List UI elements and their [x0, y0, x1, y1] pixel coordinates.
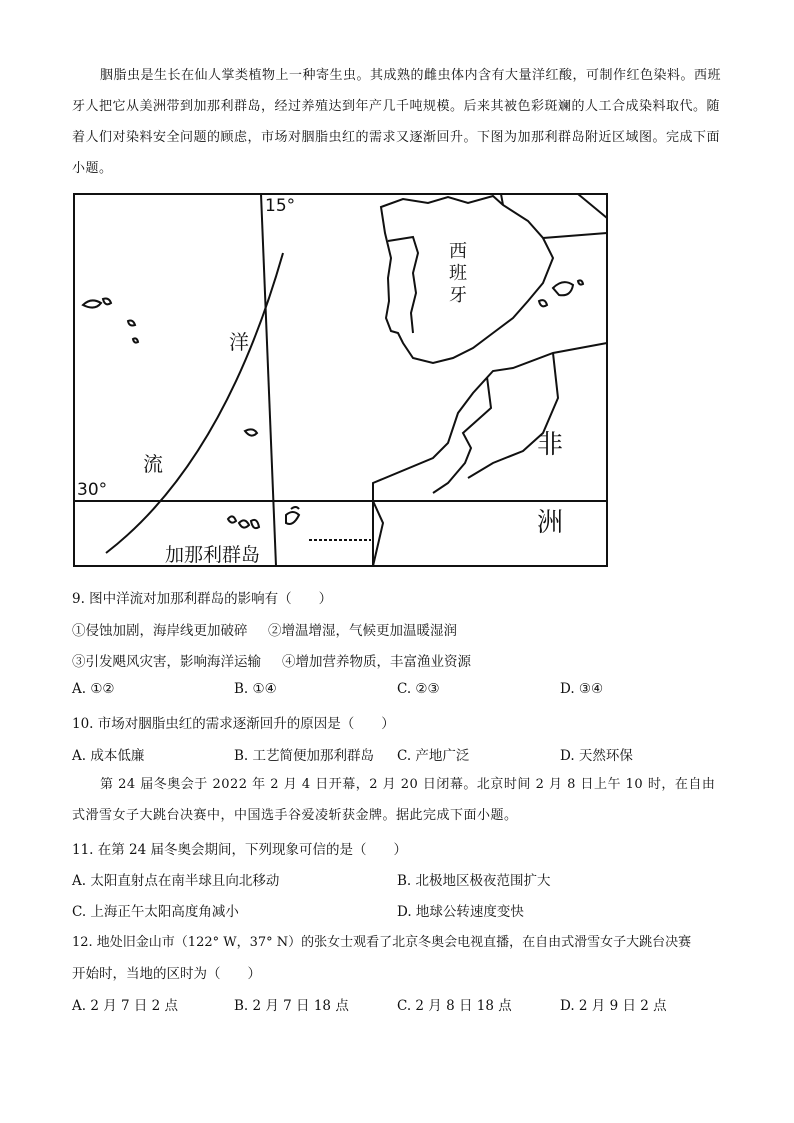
q11-stem: 11. 在第 24 届冬奥会期间，下列现象可信的是（ ） — [72, 842, 408, 858]
balearic-island-2 — [539, 300, 547, 306]
q12-stem-line1: 12. 地处旧金山市（122° W，37° N）的张女士观看了北京冬奥会电视直播，在自由式滑雪女子大跳台决赛 — [72, 935, 692, 950]
q9-option-a[interactable]: A. ①② — [72, 681, 115, 697]
q11-option-b[interactable]: B. 北极地区极夜范围扩大 — [397, 873, 551, 889]
q9-item2: ②增温增湿，气候更加温暖湿润 — [268, 623, 457, 639]
latitude-label: 30° — [77, 480, 108, 500]
canary-island-1 — [228, 516, 236, 522]
q11-option-d[interactable]: D. 地球公转速度变快 — [397, 904, 524, 920]
q9-item3: ③引发飓风灾害，影响海洋运输 — [72, 654, 261, 670]
q12-option-b[interactable]: B. 2 月 7 日 18 点 — [234, 998, 349, 1014]
balearic-island-3 — [578, 280, 583, 284]
canary-islands-label: 加那利群岛 — [165, 544, 261, 566]
q9-stem: 9. 图中洋流对加那利群岛的影响有（ ） — [72, 591, 333, 607]
q10-option-c[interactable]: C. 产地广泛 — [397, 748, 470, 764]
q10-option-b[interactable]: B. 工艺简便加那利群岛 — [234, 748, 375, 764]
current-label-2: 流 — [143, 452, 163, 476]
canary-island-3 — [251, 520, 259, 528]
q10-option-a[interactable]: A. 成本低廉 — [72, 748, 145, 764]
africa-label-2: 洲 — [537, 508, 564, 538]
passage-intro-text: 胭脂虫是生长在仙人掌类植物上一种寄生虫。其成熟的雌虫体内含有大量洋红酸，可制作红色染料。西班牙人把它从美洲带到加那利群岛，经过养殖达到年产几千吨规模。后来其被色彩斑斓的人工合成染料取代。随着人们对染料安全问题的顾虑，市场对胭脂虫红的需求又逐渐回升。下图为加那利群岛附近区域图。完成下面小题。 — [72, 68, 722, 176]
q9-option-b[interactable]: B. ①④ — [234, 681, 277, 697]
q9-option-c[interactable]: C. ②③ — [397, 681, 440, 697]
canary-island-2 — [239, 520, 249, 527]
current-label-1: 洋 — [229, 330, 249, 354]
q12-stem-line2: 开始时，当地的区时为（ ） — [72, 966, 261, 982]
passage-olympics-text: 第 24 届冬奥会于 2022 年 2 月 4 日开幕，2 月 20 日闭幕。北京时间 2 月 8 日上午 10 时，在自由式滑雪女子大跳台决赛中，中国选手谷爱凌斩获金牌。据此完成下面小题。 — [72, 777, 716, 823]
spain-label-1: 西 — [449, 241, 467, 262]
spain-label-2: 班 — [449, 263, 467, 284]
longitude-label: 15° — [265, 196, 296, 216]
q9-item4: ④增加营养物质，丰富渔业资源 — [282, 654, 471, 670]
q10-option-d[interactable]: D. 天然环保 — [560, 748, 633, 764]
q12-option-c[interactable]: C. 2 月 8 日 18 点 — [397, 998, 512, 1014]
passage-intro — [72, 60, 722, 184]
q12-option-a[interactable]: A. 2 月 7 日 2 点 — [72, 998, 179, 1014]
africa-label-1: 非 — [537, 430, 564, 460]
q12-option-d[interactable]: D. 2 月 9 日 2 点 — [560, 998, 667, 1014]
q10-stem: 10. 市场对胭脂虫红的需求逐渐回升的原因是（ ） — [72, 716, 395, 732]
q9-option-d[interactable]: D. ③④ — [560, 681, 604, 697]
passage-olympics — [72, 769, 722, 831]
canary-islands-map — [73, 193, 608, 567]
q11-option-c[interactable]: C. 上海正午太阳高度角减小 — [72, 904, 239, 920]
q11-option-a[interactable]: A. 太阳直射点在南半球且向北移动 — [72, 873, 280, 889]
spain-label-3: 牙 — [449, 285, 467, 306]
q9-item1: ①侵蚀加剧，海岸线更加破碎 — [72, 623, 248, 639]
